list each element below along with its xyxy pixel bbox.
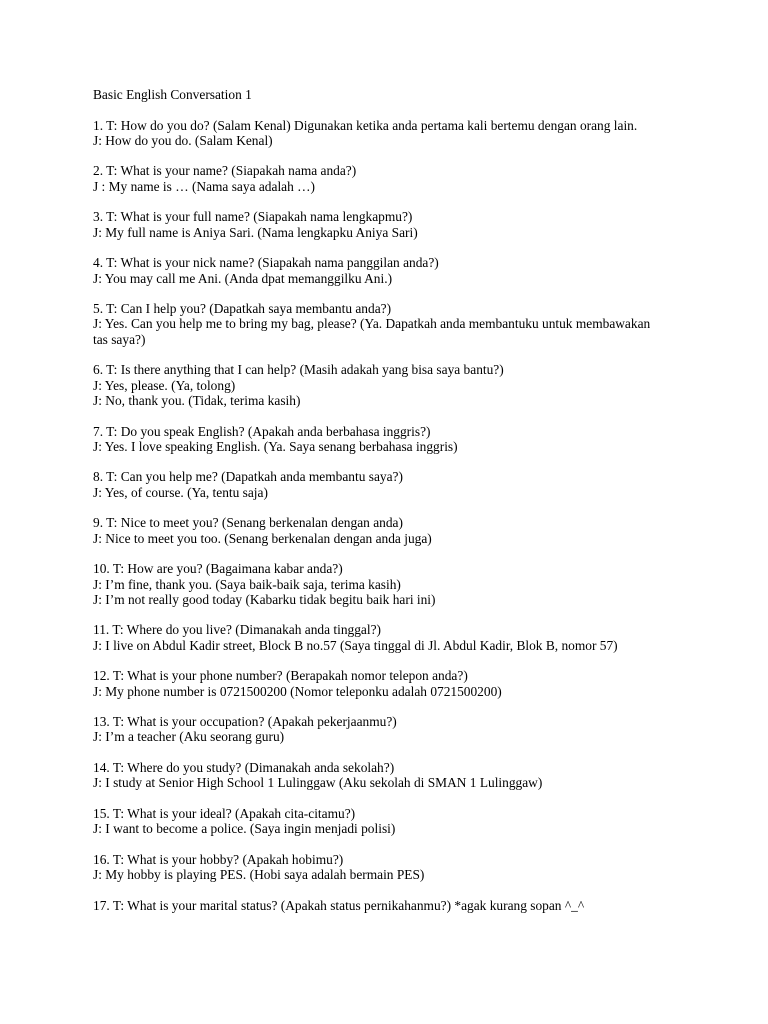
- question-line: 6. T: Is there anything that I can help? (Masih adakah yang bisa saya bantu?): [93, 362, 504, 378]
- question-line: 14. T: Where do you study? (Dimanakah anda sekolah?): [93, 760, 395, 776]
- qa-item-13: [93, 714, 668, 745]
- question-line: 2. T: What is your name? (Siapakah nama anda?): [93, 163, 357, 179]
- qa-item-17: [93, 898, 668, 913]
- question-line: 5. T: Can I help you? (Dapatkah saya membantu anda?): [93, 301, 392, 317]
- qa-item-14: [93, 760, 668, 791]
- answer-line: J: Nice to meet you too. (Senang berkenalan dengan anda juga): [93, 530, 432, 546]
- answer-line: J: You may call me Ani. (Anda dpat memanggilku Ani.): [93, 270, 393, 286]
- answer-line: J: I study at Senior High School 1 Lulinggaw (Aku sekolah di SMAN 1 Lulinggaw): [93, 775, 543, 791]
- question-line: 1. T: How do you do? (Salam Kenal) Digunakan ketika anda pertama kali bertemu dengan orang lain.: [93, 117, 638, 133]
- answer-line: J: I want to become a police. (Saya ingin menjadi polisi): [93, 821, 396, 837]
- document-title: Basic English Conversation 1: [93, 87, 252, 102]
- question-line: 10. T: How are you? (Bagaimana kabar anda?): [93, 561, 343, 577]
- answer-line: J : My name is … (Nama saya adalah …): [93, 178, 315, 194]
- answer-line: J: I’m not really good today (Kabarku tidak begitu baik hari ini): [93, 591, 436, 607]
- answer-line: J: No, thank you. (Tidak, terima kasih): [93, 392, 301, 408]
- qa-item-10: [93, 561, 668, 607]
- question-line: 4. T: What is your nick name? (Siapakah nama panggilan anda?): [93, 255, 439, 271]
- answer-line: J: I live on Abdul Kadir street, Block B no.57 (Saya tinggal di Jl. Abdul Kadir, Blok B, nomor 57): [93, 637, 618, 653]
- question-line: 13. T: What is your occupation? (Apakah pekerjaanmu?): [93, 714, 397, 730]
- qa-item-6: [93, 362, 668, 408]
- question-line: 7. T: Do you speak English? (Apakah anda berbahasa inggris?): [93, 423, 431, 439]
- answer-line: J: I’m a teacher (Aku seorang guru): [93, 729, 285, 745]
- answer-line: J: My full name is Aniya Sari. (Nama lengkapku Aniya Sari): [93, 224, 418, 240]
- question-line: 3. T: What is your full name? (Siapakah nama lengkapmu?): [93, 209, 413, 225]
- answer-line: J: Yes. I love speaking English. (Ya. Saya senang berbahasa inggris): [93, 438, 458, 454]
- question-line: 12. T: What is your phone number? (Berapakah nomor telepon anda?): [93, 668, 468, 684]
- question-line: 11. T: Where do you live? (Dimanakah anda tinggal?): [93, 622, 382, 638]
- qa-item-4: [93, 255, 668, 286]
- qa-item-3: [93, 209, 668, 240]
- qa-item-15: [93, 806, 668, 837]
- answer-line: J: Yes, please. (Ya, tolong): [93, 377, 236, 393]
- question-line: 8. T: Can you help me? (Dapatkah anda membantu saya?): [93, 469, 403, 485]
- question-line: 15. T: What is your ideal? (Apakah cita-citamu?): [93, 805, 356, 821]
- question-line: 9. T: Nice to meet you? (Senang berkenalan dengan anda): [93, 515, 403, 531]
- qa-item-11: [93, 622, 668, 653]
- document-content: [93, 87, 668, 928]
- qa-item-8: [93, 469, 668, 500]
- answer-line: J: My hobby is playing PES. (Hobi saya adalah bermain PES): [93, 867, 425, 883]
- answer-line: J: My phone number is 0721500200 (Nomor teleponku adalah 0721500200): [93, 683, 502, 699]
- answer-line: J: Yes, of course. (Ya, tentu saja): [93, 484, 268, 500]
- question-line: 17. T: What is your marital status? (Apakah status pernikahanmu?) *agak kurang sopan ^_^: [93, 897, 585, 913]
- qa-item-1: [93, 118, 668, 149]
- qa-item-9: [93, 515, 668, 546]
- qa-item-16: [93, 852, 668, 883]
- qa-item-2: [93, 163, 668, 194]
- answer-line: J: How do you do. (Salam Kenal): [93, 132, 273, 148]
- answer-line: J: Yes. Can you help me to bring my bag, please? (Ya. Dapatkah anda membantuku untuk membawakan tas saya?): [93, 316, 651, 347]
- qa-item-12: [93, 668, 668, 699]
- answer-line: J: I’m fine, thank you. (Saya baik-baik saja, terima kasih): [93, 576, 401, 592]
- qa-item-7: [93, 424, 668, 455]
- qa-item-5: [93, 301, 668, 347]
- question-line: 16. T: What is your hobby? (Apakah hobimu?): [93, 851, 344, 867]
